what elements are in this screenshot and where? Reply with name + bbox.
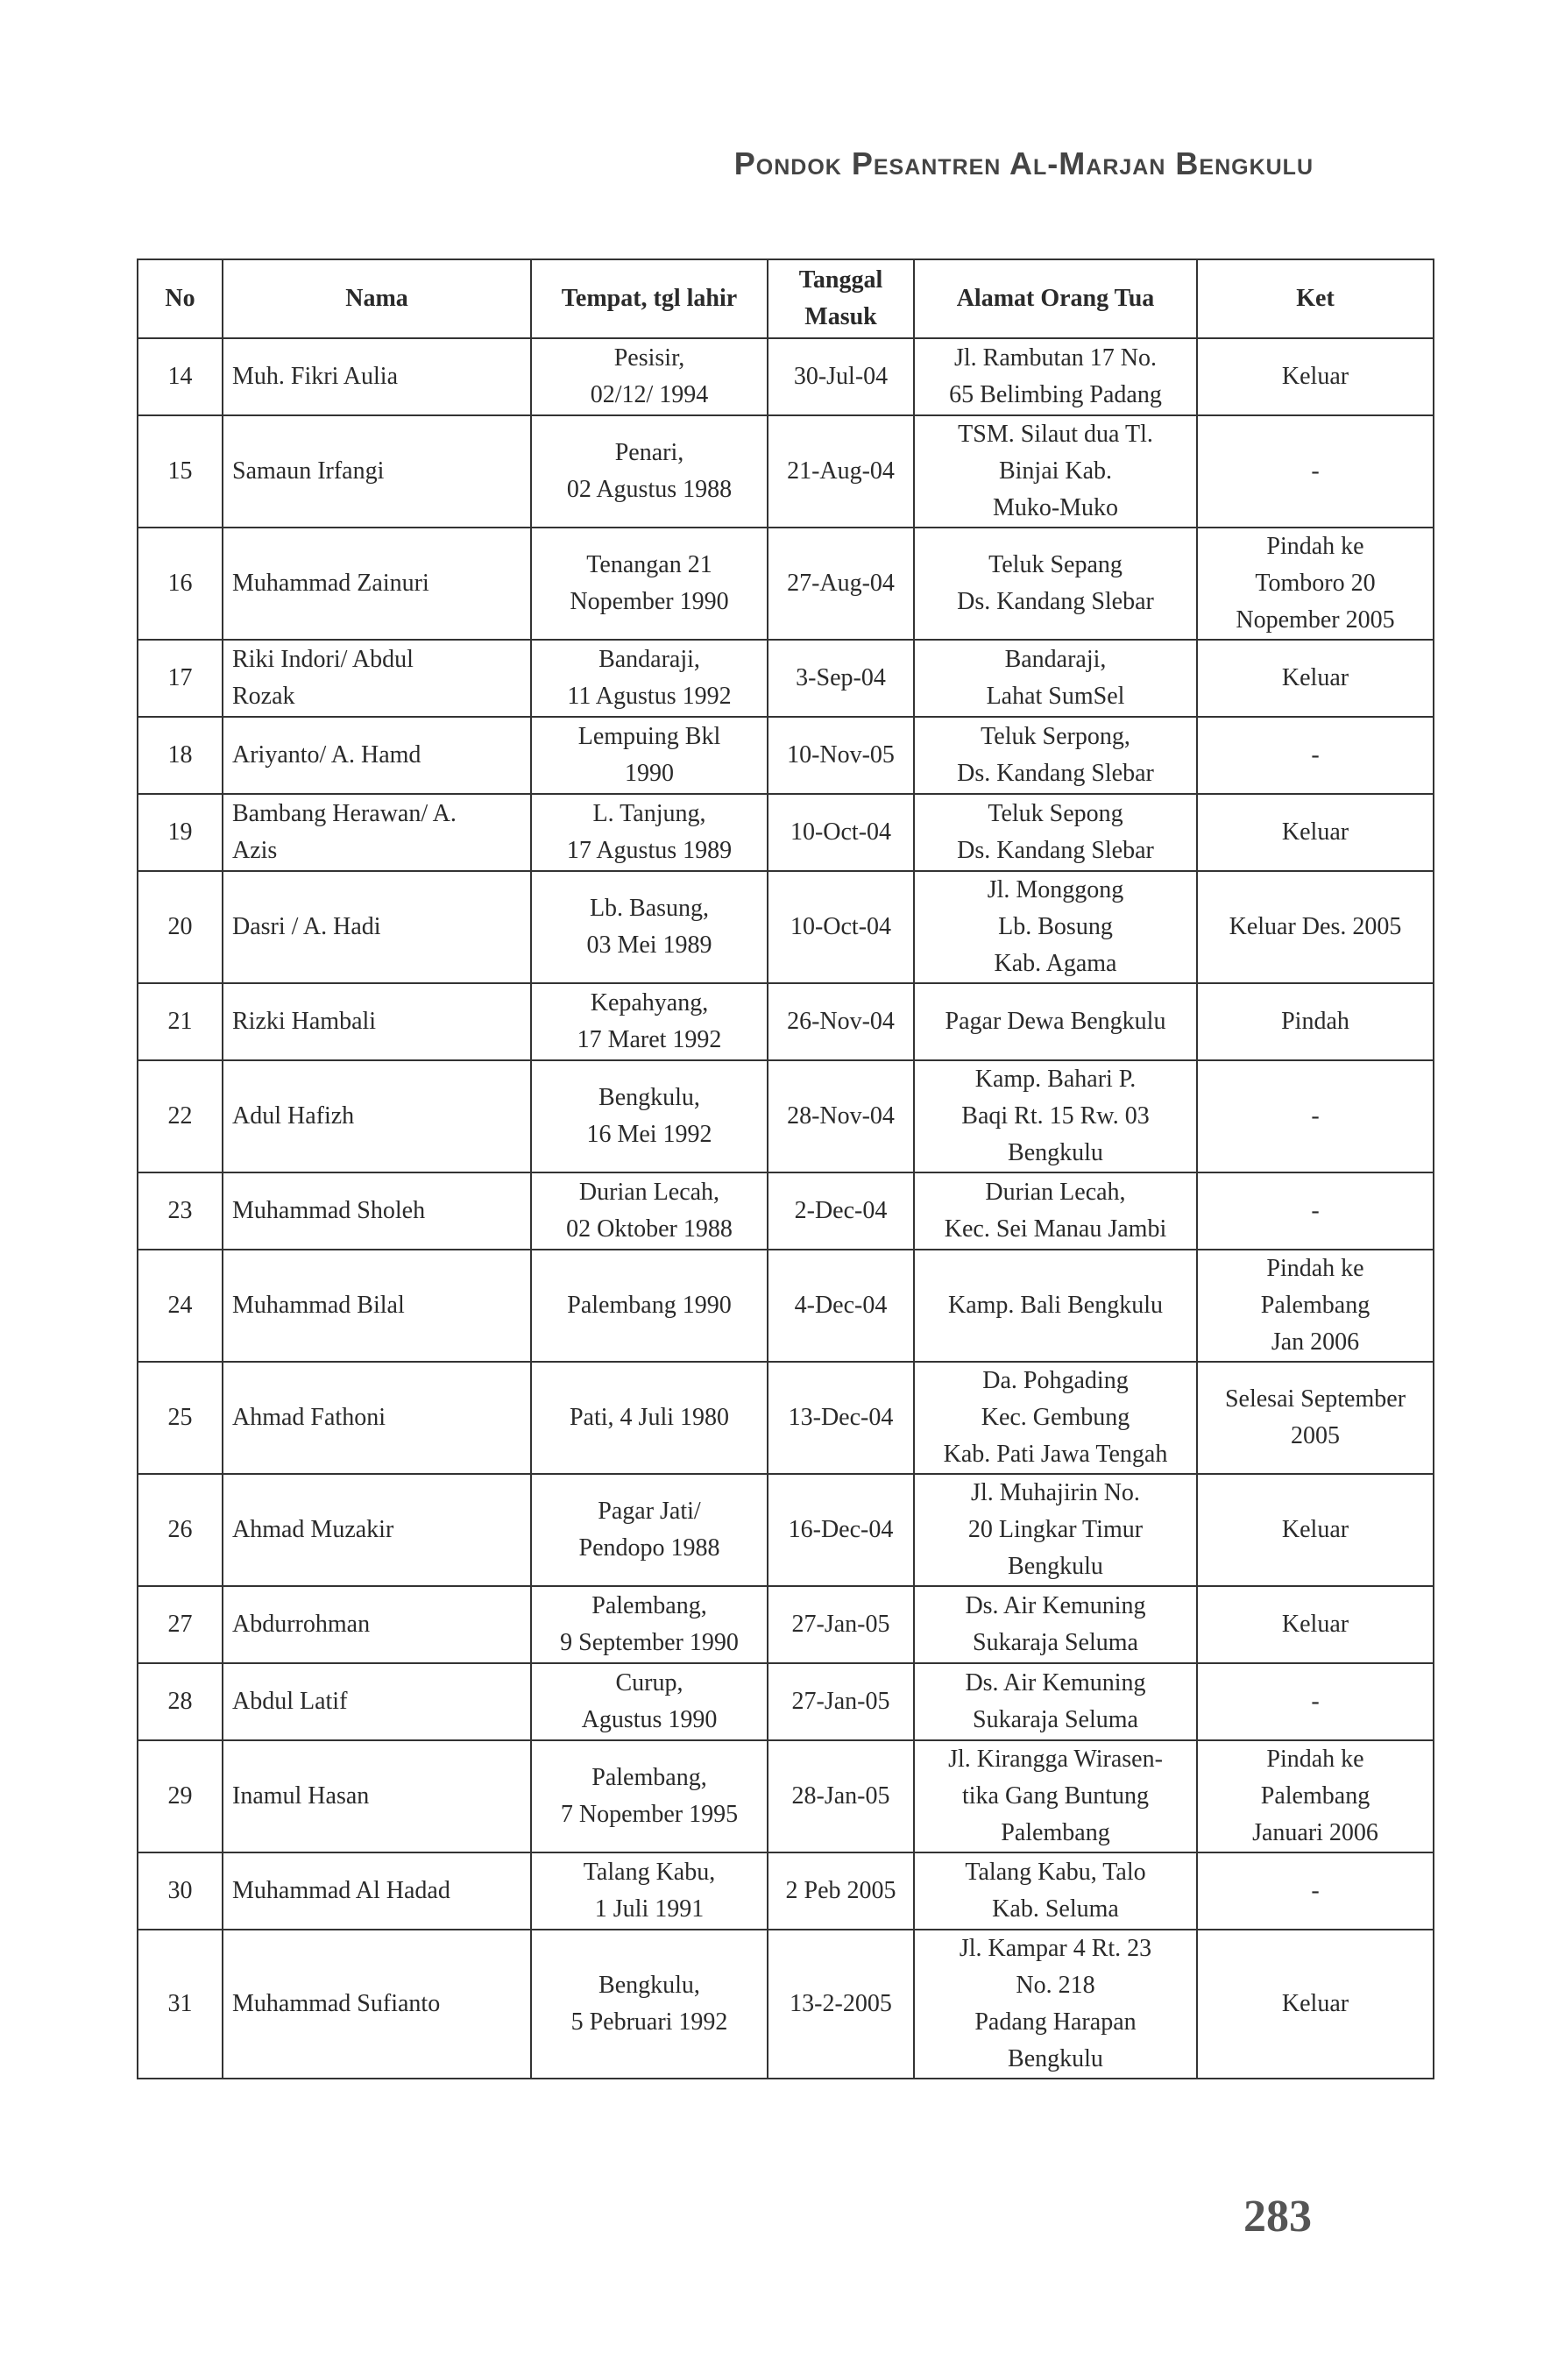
cell-no: 17 — [138, 640, 223, 717]
cell-tanggal-masuk: 2-Dec-04 — [768, 1172, 914, 1250]
table-body — [138, 338, 1434, 2079]
running-head: Pondok Pesantren Al-Marjan Bengkulu — [733, 145, 1314, 181]
cell-no: 22 — [138, 1060, 223, 1172]
cell-tempat-tgl-lahir: Lempuing Bkl 1990 — [531, 717, 768, 794]
cell-no: 31 — [138, 1930, 223, 2079]
column-header-tempat-tgl-lahir: Tempat, tgl lahir — [531, 259, 768, 338]
cell-no: 25 — [138, 1362, 223, 1474]
cell-tempat-tgl-lahir: Durian Lecah, 02 Oktober 1988 — [531, 1172, 768, 1250]
cell-tempat-tgl-lahir: Kepahyang, 17 Maret 1992 — [531, 983, 768, 1060]
cell-nama: Abdurrohman — [223, 1586, 531, 1663]
cell-tanggal-masuk: 16-Dec-04 — [768, 1474, 914, 1586]
cell-ket: - — [1197, 1852, 1434, 1930]
cell-tanggal-masuk: 13-2-2005 — [768, 1930, 914, 2079]
table-row — [138, 338, 1434, 415]
cell-nama: Adul Hafizh — [223, 1060, 531, 1172]
page-number: 283 — [1243, 2192, 1312, 2242]
cell-alamat-orang-tua: Ds. Air Kemuning Sukaraja Seluma — [914, 1586, 1197, 1663]
table-row — [138, 1586, 1434, 1663]
cell-tanggal-masuk: 21-Aug-04 — [768, 415, 914, 528]
cell-ket: Keluar Des. 2005 — [1197, 871, 1434, 983]
cell-tempat-tgl-lahir: Pagar Jati/ Pendopo 1988 — [531, 1474, 768, 1586]
table-row — [138, 983, 1434, 1060]
table-row — [138, 1474, 1434, 1586]
cell-ket: Keluar — [1197, 794, 1434, 871]
cell-ket: Pindah ke Palembang Jan 2006 — [1197, 1250, 1434, 1362]
cell-alamat-orang-tua: Da. Pohgading Kec. Gembung Kab. Pati Jawa Tengah — [914, 1362, 1197, 1474]
cell-alamat-orang-tua: Durian Lecah, Kec. Sei Manau Jambi — [914, 1172, 1197, 1250]
table-row — [138, 415, 1434, 528]
cell-tanggal-masuk: 27-Jan-05 — [768, 1586, 914, 1663]
cell-ket: - — [1197, 1172, 1434, 1250]
cell-alamat-orang-tua: Kamp. Bahari P. Baqi Rt. 15 Rw. 03 Bengkulu — [914, 1060, 1197, 1172]
cell-nama: Muhammad Al Hadad — [223, 1852, 531, 1930]
cell-nama: Ahmad Fathoni — [223, 1362, 531, 1474]
table-row — [138, 1172, 1434, 1250]
cell-tanggal-masuk: 4-Dec-04 — [768, 1250, 914, 1362]
cell-tanggal-masuk: 13-Dec-04 — [768, 1362, 914, 1474]
cell-tanggal-masuk: 3-Sep-04 — [768, 640, 914, 717]
cell-tempat-tgl-lahir: Penari, 02 Agustus 1988 — [531, 415, 768, 528]
student-table — [137, 259, 1434, 2079]
cell-alamat-orang-tua: Jl. Kirangga Wirasen- tika Gang Buntung Palembang — [914, 1740, 1197, 1852]
cell-alamat-orang-tua: Talang Kabu, Talo Kab. Seluma — [914, 1852, 1197, 1930]
cell-no: 24 — [138, 1250, 223, 1362]
table-row — [138, 528, 1434, 640]
cell-nama: Ariyanto/ A. Hamd — [223, 717, 531, 794]
cell-alamat-orang-tua: Jl. Rambutan 17 No. 65 Belimbing Padang — [914, 338, 1197, 415]
cell-alamat-orang-tua: Teluk Serpong, Ds. Kandang Slebar — [914, 717, 1197, 794]
cell-ket: - — [1197, 415, 1434, 528]
cell-no: 28 — [138, 1663, 223, 1740]
cell-no: 20 — [138, 871, 223, 983]
table-row — [138, 1852, 1434, 1930]
cell-tanggal-masuk: 2 Peb 2005 — [768, 1852, 914, 1930]
cell-alamat-orang-tua: Teluk Sepang Ds. Kandang Slebar — [914, 528, 1197, 640]
cell-nama: Muhammad Sholeh — [223, 1172, 531, 1250]
table-row — [138, 717, 1434, 794]
cell-no: 27 — [138, 1586, 223, 1663]
cell-alamat-orang-tua: Teluk Sepong Ds. Kandang Slebar — [914, 794, 1197, 871]
cell-nama: Ahmad Muzakir — [223, 1474, 531, 1586]
cell-tanggal-masuk: 30-Jul-04 — [768, 338, 914, 415]
cell-nama: Riki Indori/ Abdul Rozak — [223, 640, 531, 717]
cell-no: 18 — [138, 717, 223, 794]
cell-tempat-tgl-lahir: Tenangan 21 Nopember 1990 — [531, 528, 768, 640]
cell-alamat-orang-tua: TSM. Silaut dua Tl. Binjai Kab. Muko-Muko — [914, 415, 1197, 528]
column-header-tanggal-masuk — [768, 259, 914, 338]
cell-nama: Abdul Latif — [223, 1663, 531, 1740]
table-row — [138, 871, 1434, 983]
cell-tanggal-masuk: 10-Oct-04 — [768, 794, 914, 871]
column-header-ket: Ket — [1197, 259, 1434, 338]
cell-ket: - — [1197, 1663, 1434, 1740]
column-header-nama: Nama — [223, 259, 531, 338]
cell-alamat-orang-tua: Jl. Muhajirin No. 20 Lingkar Timur Bengkulu — [914, 1474, 1197, 1586]
table-row — [138, 794, 1434, 871]
cell-tanggal-masuk: 28-Nov-04 — [768, 1060, 914, 1172]
cell-nama: Muh. Fikri Aulia — [223, 338, 531, 415]
cell-ket: - — [1197, 717, 1434, 794]
cell-tempat-tgl-lahir: Curup, Agustus 1990 — [531, 1663, 768, 1740]
cell-alamat-orang-tua: Kamp. Bali Bengkulu — [914, 1250, 1197, 1362]
cell-nama: Inamul Hasan — [223, 1740, 531, 1852]
cell-ket: Pindah ke Palembang Januari 2006 — [1197, 1740, 1434, 1852]
cell-alamat-orang-tua: Jl. Kampar 4 Rt. 23 No. 218 Padang Harapan Bengkulu — [914, 1930, 1197, 2079]
cell-no: 29 — [138, 1740, 223, 1852]
cell-ket: - — [1197, 1060, 1434, 1172]
cell-tempat-tgl-lahir: Pesisir, 02/12/ 1994 — [531, 338, 768, 415]
table-row — [138, 640, 1434, 717]
column-header-alamat-orang-tua: Alamat Orang Tua — [914, 259, 1197, 338]
cell-tanggal-masuk: 28-Jan-05 — [768, 1740, 914, 1852]
cell-tempat-tgl-lahir: Palembang, 7 Nopember 1995 — [531, 1740, 768, 1852]
cell-alamat-orang-tua: Bandaraji, Lahat SumSel — [914, 640, 1197, 717]
table-header-row — [138, 259, 1434, 338]
cell-no: 16 — [138, 528, 223, 640]
cell-nama: Rizki Hambali — [223, 983, 531, 1060]
cell-ket: Selesai September 2005 — [1197, 1362, 1434, 1474]
table-row — [138, 1250, 1434, 1362]
cell-tempat-tgl-lahir: Pati, 4 Juli 1980 — [531, 1362, 768, 1474]
cell-nama: Dasri / A. Hadi — [223, 871, 531, 983]
cell-nama: Bambang Herawan/ A. Azis — [223, 794, 531, 871]
table-row — [138, 1930, 1434, 2079]
cell-ket: Keluar — [1197, 338, 1434, 415]
cell-no: 15 — [138, 415, 223, 528]
cell-ket: Keluar — [1197, 640, 1434, 717]
cell-ket: Pindah ke Tomboro 20 Nopember 2005 — [1197, 528, 1434, 640]
cell-tanggal-masuk: 26-Nov-04 — [768, 983, 914, 1060]
table-row — [138, 1740, 1434, 1852]
cell-ket: Keluar — [1197, 1474, 1434, 1586]
cell-tempat-tgl-lahir: Palembang, 9 September 1990 — [531, 1586, 768, 1663]
cell-nama: Muhammad Bilal — [223, 1250, 531, 1362]
cell-no: 21 — [138, 983, 223, 1060]
table-row — [138, 1060, 1434, 1172]
tanggal-masuk-label: Tanggal Masuk — [798, 266, 883, 330]
cell-ket: Keluar — [1197, 1930, 1434, 2079]
cell-no: 19 — [138, 794, 223, 871]
cell-tempat-tgl-lahir: Bengkulu, 16 Mei 1992 — [531, 1060, 768, 1172]
cell-no: 23 — [138, 1172, 223, 1250]
cell-tempat-tgl-lahir: Bandaraji, 11 Agustus 1992 — [531, 640, 768, 717]
cell-tempat-tgl-lahir: Bengkulu, 5 Pebruari 1992 — [531, 1930, 768, 2079]
cell-nama: Muhammad Zainuri — [223, 528, 531, 640]
cell-no: 30 — [138, 1852, 223, 1930]
cell-tanggal-masuk: 10-Oct-04 — [768, 871, 914, 983]
cell-tempat-tgl-lahir: Talang Kabu, 1 Juli 1991 — [531, 1852, 768, 1930]
cell-alamat-orang-tua: Jl. Monggong Lb. Bosung Kab. Agama — [914, 871, 1197, 983]
cell-tempat-tgl-lahir: L. Tanjung, 17 Agustus 1989 — [531, 794, 768, 871]
cell-tanggal-masuk: 10-Nov-05 — [768, 717, 914, 794]
cell-alamat-orang-tua: Ds. Air Kemuning Sukaraja Seluma — [914, 1663, 1197, 1740]
cell-alamat-orang-tua: Pagar Dewa Bengkulu — [914, 983, 1197, 1060]
table-row — [138, 1663, 1434, 1740]
column-header-no: No — [138, 259, 223, 338]
cell-ket: Keluar — [1197, 1586, 1434, 1663]
cell-no: 26 — [138, 1474, 223, 1586]
cell-tanggal-masuk: 27-Jan-05 — [768, 1663, 914, 1740]
cell-nama: Samaun Irfangi — [223, 415, 531, 528]
cell-nama: Muhammad Sufianto — [223, 1930, 531, 2079]
cell-tanggal-masuk: 27-Aug-04 — [768, 528, 914, 640]
cell-tempat-tgl-lahir: Lb. Basung, 03 Mei 1989 — [531, 871, 768, 983]
cell-no: 14 — [138, 338, 223, 415]
cell-tempat-tgl-lahir: Palembang 1990 — [531, 1250, 768, 1362]
cell-ket: Pindah — [1197, 983, 1434, 1060]
table-row — [138, 1362, 1434, 1474]
